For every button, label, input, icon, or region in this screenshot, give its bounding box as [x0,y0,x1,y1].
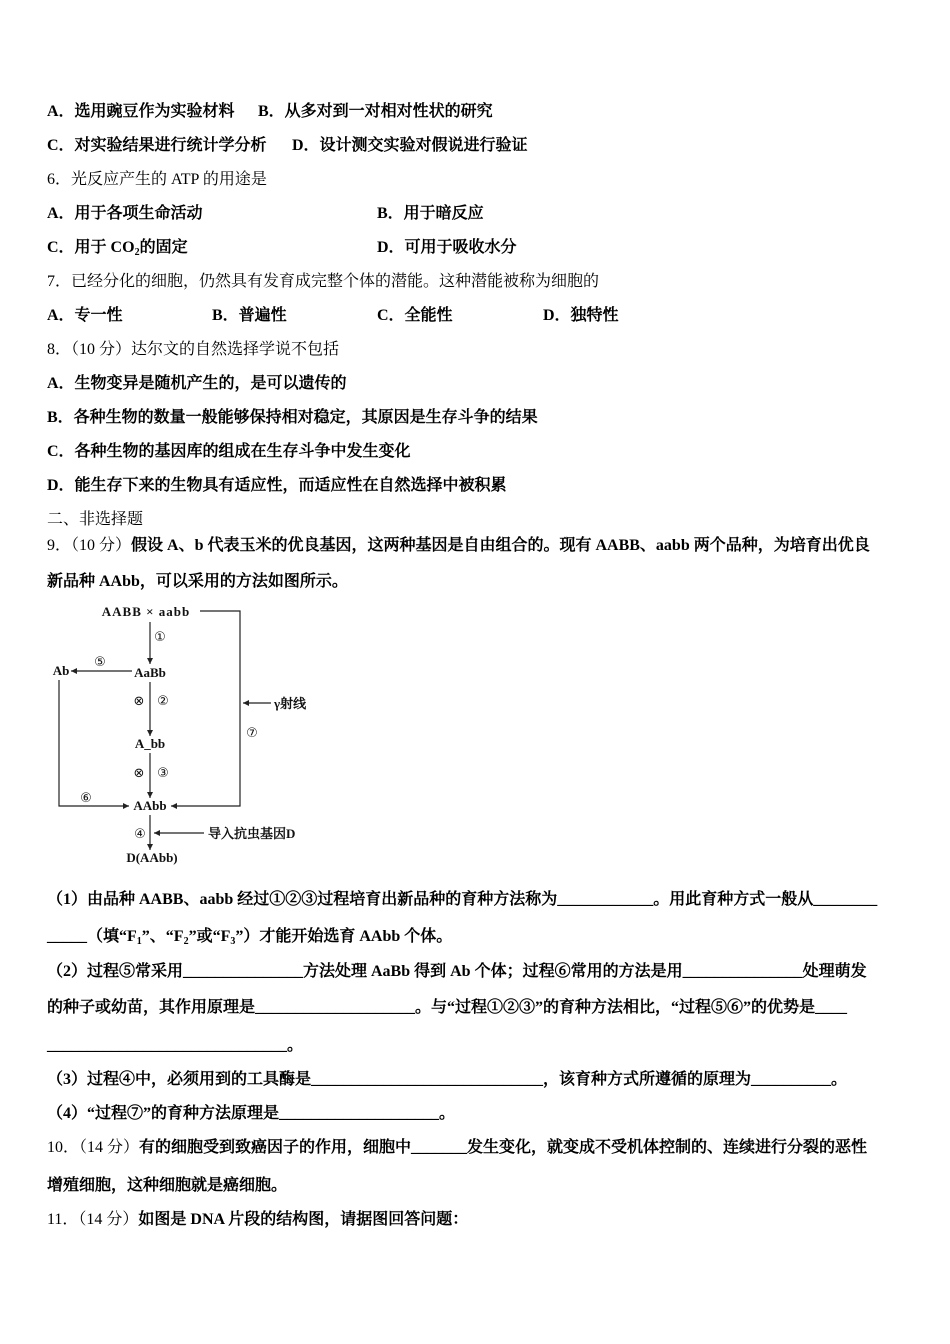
q9-part4: （4）“过程⑦”的育种方法原理是____________________。 [47,1105,456,1122]
q9-part1-tail: ”）才能开始选育 AAbb 个体。 [235,928,453,945]
q9-part1-line2 [47,927,452,947]
q6-option-c-tail: 的固定 [139,239,188,256]
selfing-icon: ⊗ [133,694,145,709]
step7-marker: ⑦ [246,726,258,741]
q7-stem: 7．已经分化的细胞，仍然具有发育成完整个体的潜能。这种潜能被称为细胞的 [47,273,600,290]
f1-label: AaBb [134,665,166,680]
q11-stem [47,1210,468,1230]
gamma-ray-label: γ射线 [274,696,307,711]
q8-stem-text: 达尔文的自然选择学说不包括 [131,341,340,358]
q7-option-d: D．独特性 [543,307,619,324]
step5-marker: ⑤ [94,655,106,670]
q6-stem: 6．光反应产生的 ATP 的用途是 [47,171,267,188]
f2-subscript: 2 [183,936,189,947]
q6-option-c [47,238,188,258]
q9-number: 9．（10 分） [47,537,132,554]
transgenic-label: D(AAbb) [126,850,178,865]
step3-marker: ③ [157,766,169,781]
target-label: AAbb [133,798,167,813]
q5-option-b: B．从多对到一对相对性状的研究 [258,103,493,120]
gene-import-label: 导入抗虫基因D [208,826,296,841]
breeding-flow-diagram [47,598,337,873]
q11-text: 如图是 DNA 片段的结构图，请据图回答问题： [138,1211,469,1228]
q10-line1 [47,1138,867,1158]
q6-option-c-text: C．用于 CO [47,239,135,256]
q10-text: 有的细胞受到致癌因子的作用，细胞中_______发生变化，就变成不受机体控制的、连续进行分裂的恶性 [139,1139,868,1156]
q10-number: 10．（14 分） [47,1139,140,1156]
q8-option-a: A．生物变异是随机产生的，是可以遗传的 [47,375,347,392]
q8-stem [47,340,339,360]
q8-option-d: D．能生存下来的生物具有适应性，而适应性在自然选择中被积累 [47,477,507,494]
f1-subscript: 1 [136,936,142,947]
q5-option-a: A．选用豌豆作为实验材料 [47,103,235,120]
q9-stem-text: 假设 A、b 代表玉米的优良基因，这两种基因是自由组合的。现有 AABB、aabb 两个品种，为培育出优良 [131,537,870,554]
q9-part2-line1: （2）过程⑤常采用_______________方法处理 AaBb 得到 Ab 个体；过程⑥常用的方法是用_______________处理萌发 [47,963,867,980]
q9-part2-line3: ______________________________。 [47,1037,304,1054]
q8-option-c: C．各种生物的基因库的组成在生存斗争中发生变化 [47,443,411,460]
q6-option-d: D．可用于吸收水分 [377,239,517,256]
q9-stem-line1 [47,536,870,556]
q7-option-c: C．全能性 [377,307,453,324]
q9-part3: （3）过程④中，必须用到的工具酶是_____________________________，该育种方式所遵循的原理为__________。 [47,1071,848,1088]
selfing-icon: ⊗ [133,766,145,781]
step6-marker: ⑥ [80,791,92,806]
q10-line2: 增殖细胞，这种细胞就是癌细胞。 [47,1177,288,1194]
f2-label: A_bb [134,736,166,751]
step4-marker: ④ [134,827,146,842]
f3-subscript: 3 [230,936,236,947]
q5-option-d: D．设计测交实验对假说进行验证 [292,137,528,154]
q8-number: 8．（10 分） [47,341,132,358]
q11-number: 11．（14 分） [47,1211,139,1228]
q6-option-c-subscript: 2 [134,247,140,258]
process7-path [171,611,240,806]
q9-stem-line2: 新品种 AAbb，可以采用的方法如图所示。 [47,573,348,590]
q9-part1-sep2: ”或“F [188,928,231,945]
haploid-label: Ab [52,663,70,678]
q7-option-b: B．普遍性 [212,307,287,324]
q6-option-b: B．用于暗反应 [377,205,484,222]
q9-part2-line2: 的种子或幼苗，其作用原理是____________________。与“过程①②③”的育种方法相比，“过程⑤⑥”的优势是____ [47,999,848,1016]
q8-option-b: B．各种生物的数量一般能够保持相对稳定，其原因是生存斗争的结果 [47,409,538,426]
step1-marker: ① [154,630,166,645]
section-title: 二、非选择题 [47,511,144,528]
q7-option-a: A．专一性 [47,307,123,324]
parents-label: AABB × aabb [101,604,191,619]
process6-path [59,680,129,806]
step2-marker: ② [157,694,169,709]
q6-option-a: A．用于各项生命活动 [47,205,203,222]
q9-part1-sep1: ”、“F [141,928,184,945]
q9-part1-blank: _____（填“F [47,928,137,945]
q5-option-c: C．对实验结果进行统计学分析 [47,137,267,154]
q9-part1-line1: （1）由品种 AABB、aabb 经过①②③过程培育出新品种的育种方法称为____________。用此育种方式一般从________ [47,891,878,908]
